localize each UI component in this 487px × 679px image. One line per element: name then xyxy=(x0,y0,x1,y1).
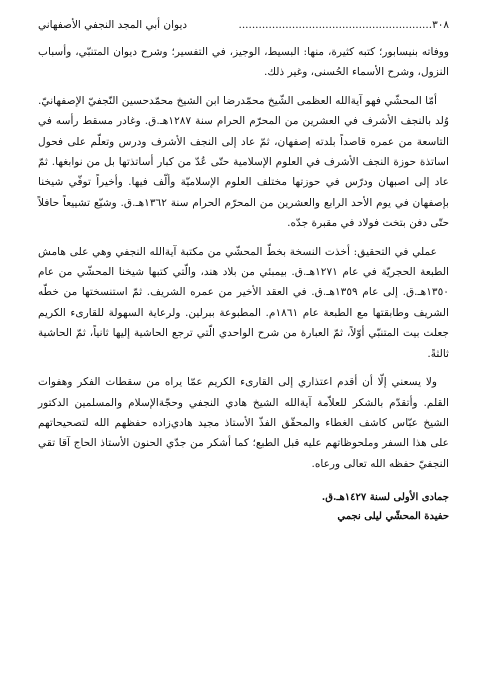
signature-block xyxy=(38,488,449,526)
signature-date: جمادى الأولى لسنة ١٤٢٧هـ.ق. xyxy=(321,492,449,504)
signature-name: حفيدة المحشّي ليلى نجمي xyxy=(337,511,449,523)
paragraph-1: ووفاته بنيسابور؛ كتبه كثيرة، منها: البسيط، الوجيز، في التفسير؛ وشرح ديوان المتنبّي، وأسباب النزول، وشرح الأسماء الحُسنى، وغير ذلك. xyxy=(38,46,449,79)
page-number xyxy=(238,18,449,32)
header-dots: .......................................................... xyxy=(238,19,433,31)
page-header xyxy=(38,18,449,32)
paragraph-2: أمّا المحشّي فهو آيةالله العظمى الشّيخ محمّدرضا ابن الشيخ محمّدحسين النّجفيّ الإصفهانيّ. وُلد بالنجف الأشرف في العشرين من المحرّم الحرام سنة ١٢٨٧هـ.ق. وغادر مسقط رأسه في التاسعة من عمره قاصداً بلدته إصفهان، ثمّ عاد إلى النجف الأشرف ودرس وتعلّم على فحول اساتذة حوزة النجف الأشرف في العلوم الإسلامية حتّى عُدّ من كبار أساتذتها بل من نوابغها. ثمّ عاد إلى اصبهان ودرّس في حوزتها مختلف العلوم الإسلاميّة وألّف فيها. وأخيراً توفّي شيخنا بإصفهان في يوم الأحد الرابع والعشرين من المحرّم الحرام سنة ١٣٦٢هـ.ق. وشيّع تشييعاً حافلاً حتّى دفن بتخت فولاد في مقبرة جدّه. xyxy=(38,94,449,230)
paragraph-3: عملي في التحقيق: أخذت النسخة بخطّ المحشّي من مكتبة آيةالله النجفي وهي على هامش الطبعة الحجريّة في عام ١٢٧١هـ.ق. بيمبئي من بلاد هند، والّتي كتبها شيخنا المحشّي من عام ١٣٥٠هـ.ق. إلى عام ١٣٥٩هـ.ق. في العقد الأخير من عمره الشريف. ثمّ استنسختها من خطّه الشريف وطابقتها مع الطبعة عام ١٨٦١م. المطبوعة ببرلين. ولرعاية السهولة للقارىء الكريم جعلت بيت المتنبّي أوّلاً، ثمّ العبارة من شرح الواحدي الّتي ترجع الحاشية إليها ثانياً، ثمّ الحاشية ثالثةً. xyxy=(38,245,449,360)
page-number-value: ٣٠٨ xyxy=(432,19,449,31)
document-page xyxy=(38,18,449,526)
paragraph-4: ولا يسعني إلّا أن أقدم اعتذاري إلى القارىء الكريم عمّا يراه من سقطات الفكر وهفوات القلم. وأتقدّم بالشكر للعلاّمة آيةالله الشيخ هادي النجفي وحجّةالإسلام والمسلمين الدكتور الشيخ عبّاس كاشف الغطاء والمحقّق الفذّ الأستاذ مجيد هادي‌زاده حفظهم الله لتصحيحاتهم على هذا السفر وملحوظاتهم عليه قبل الطبع؛ كما أشكر من جدّي الحنون الأستاذ الحاج آقا تقي النجفيّ حفظه الله تعالى ورعاه. xyxy=(38,376,449,470)
running-title: ديوان أبي المجد النجفي الأصفهاني xyxy=(38,19,188,31)
